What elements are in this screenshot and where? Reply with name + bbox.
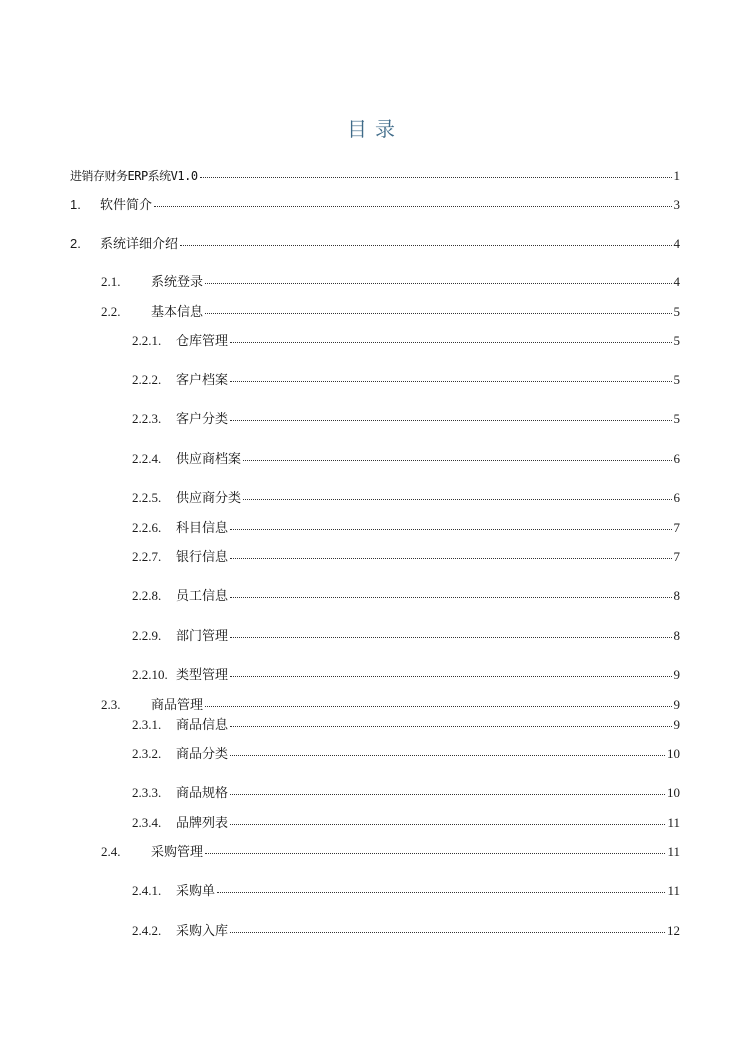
toc-entry-number: 2.2.2. bbox=[132, 372, 162, 387]
dot-leader bbox=[154, 193, 671, 207]
toc-entry-number: 2.2.3. bbox=[132, 411, 162, 426]
dot-leader bbox=[230, 516, 671, 530]
toc-entry-number: 2.2.6. bbox=[132, 520, 162, 535]
toc-page-number: 5 bbox=[673, 304, 680, 319]
dot-leader bbox=[230, 545, 671, 559]
toc-entry-number: 2.2.10. bbox=[132, 667, 168, 682]
toc-entry-number: 2.2. bbox=[101, 304, 121, 319]
toc-entry-number: 2.2.9. bbox=[132, 628, 162, 643]
toc-page-number: 6 bbox=[673, 490, 680, 505]
toc-entry-number: 2.3.2. bbox=[132, 746, 162, 761]
toc-entry-title[interactable]: 品牌列表 bbox=[176, 816, 229, 831]
toc-entry-title[interactable]: 科目信息 bbox=[176, 521, 229, 536]
dot-leader bbox=[230, 811, 665, 825]
toc-entry[interactable] bbox=[70, 234, 680, 254]
toc-page-number: 11 bbox=[667, 815, 680, 830]
toc-entry-title[interactable]: 系统详细介绍 bbox=[100, 237, 179, 252]
dot-leader bbox=[230, 663, 671, 677]
toc-entry[interactable] bbox=[101, 272, 680, 292]
toc-page-number: 7 bbox=[673, 549, 680, 564]
toc-entry[interactable] bbox=[132, 586, 680, 606]
toc-entry[interactable] bbox=[132, 665, 680, 685]
toc-entry-title[interactable]: 银行信息 bbox=[176, 550, 229, 565]
toc-entry-title[interactable]: 商品规格 bbox=[176, 786, 229, 801]
toc-page-number: 10 bbox=[667, 746, 680, 761]
dot-leader bbox=[230, 584, 671, 598]
toc-entry-title[interactable]: 采购管理 bbox=[151, 845, 204, 860]
toc-entry-title[interactable]: 采购入库 bbox=[176, 924, 229, 939]
toc-entry-number: 2.2.4. bbox=[132, 451, 162, 466]
toc-entry[interactable] bbox=[132, 449, 680, 469]
toc-entry-number: 2.3.4. bbox=[132, 815, 162, 830]
toc-page-number: 9 bbox=[673, 697, 680, 712]
toc-page-number: 6 bbox=[673, 451, 680, 466]
dot-leader bbox=[205, 840, 665, 854]
toc-page-number: 8 bbox=[673, 628, 680, 643]
toc-entry-number: 2.3.1. bbox=[132, 717, 162, 732]
dot-leader bbox=[205, 300, 671, 314]
toc-entry-number: 2.4.1. bbox=[132, 883, 162, 898]
toc-entry[interactable] bbox=[132, 813, 680, 833]
dot-leader bbox=[180, 232, 671, 246]
toc-entry-number: 2.4. bbox=[101, 844, 121, 859]
toc-entry-title[interactable]: 进销存财务ERP系统V1.0 bbox=[70, 169, 198, 183]
dot-leader bbox=[243, 447, 671, 461]
toc-entry-title[interactable]: 员工信息 bbox=[176, 589, 229, 604]
toc-entry[interactable] bbox=[101, 302, 680, 322]
dot-leader bbox=[230, 624, 671, 638]
toc-page-number: 8 bbox=[673, 588, 680, 603]
toc-page-number: 4 bbox=[673, 274, 680, 289]
toc-entry[interactable] bbox=[132, 409, 680, 429]
dot-leader bbox=[217, 879, 665, 893]
toc-entry[interactable] bbox=[132, 881, 680, 901]
toc-entry-number: 2.3.3. bbox=[132, 785, 162, 800]
toc-page-number: 10 bbox=[667, 785, 680, 800]
dot-leader bbox=[230, 919, 665, 933]
toc-entry-title[interactable]: 采购单 bbox=[176, 884, 216, 899]
toc-entry[interactable] bbox=[132, 715, 680, 735]
toc-page-number: 11 bbox=[667, 883, 680, 898]
toc-entry[interactable] bbox=[132, 518, 680, 538]
toc-page-number: 11 bbox=[667, 844, 680, 859]
toc-page-number: 7 bbox=[673, 520, 680, 535]
toc-entry-number: 2.2.1. bbox=[132, 333, 162, 348]
dot-leader bbox=[230, 407, 671, 421]
toc-entry-title[interactable]: 类型管理 bbox=[176, 668, 229, 683]
toc-page-number: 9 bbox=[673, 717, 680, 732]
toc-entry[interactable] bbox=[132, 783, 680, 803]
toc-entry-number: 2. bbox=[70, 236, 81, 251]
toc-entry-title[interactable]: 商品管理 bbox=[151, 698, 204, 713]
page-title: 目录 bbox=[347, 117, 403, 141]
toc-entry-title[interactable]: 客户档案 bbox=[176, 373, 229, 388]
dot-leader bbox=[205, 270, 671, 284]
dot-leader bbox=[230, 742, 665, 756]
dot-leader bbox=[243, 486, 671, 500]
toc-entry-title[interactable]: 供应商分类 bbox=[176, 491, 242, 506]
toc-entry[interactable] bbox=[101, 695, 680, 715]
toc-page-number: 5 bbox=[673, 372, 680, 387]
toc-entry-number: 2.1. bbox=[101, 274, 121, 289]
dot-leader bbox=[205, 693, 671, 707]
toc-entry[interactable] bbox=[132, 331, 680, 351]
toc-entry-title[interactable]: 软件简介 bbox=[100, 198, 153, 213]
toc-entry[interactable] bbox=[132, 370, 680, 390]
dot-leader bbox=[230, 368, 671, 382]
toc-entry[interactable] bbox=[101, 842, 680, 862]
dot-leader bbox=[230, 781, 665, 795]
toc-entry-title[interactable]: 系统登录 bbox=[151, 275, 204, 290]
toc-entry[interactable] bbox=[132, 626, 680, 646]
toc-entry-title[interactable]: 基本信息 bbox=[151, 305, 204, 320]
toc-entry[interactable] bbox=[70, 166, 680, 186]
toc-page-number: 1 bbox=[673, 168, 680, 183]
toc-entry-title[interactable]: 供应商档案 bbox=[176, 452, 242, 467]
toc-entry-title[interactable]: 商品分类 bbox=[176, 747, 229, 762]
toc-entry[interactable] bbox=[132, 488, 680, 508]
toc-entry-title[interactable]: 商品信息 bbox=[176, 718, 229, 733]
toc-entry-number: 1. bbox=[70, 197, 81, 212]
toc-entry[interactable] bbox=[132, 744, 680, 764]
toc-entry-number: 2.2.8. bbox=[132, 588, 162, 603]
toc-entry-number: 2.2.5. bbox=[132, 490, 162, 505]
toc-page-number: 5 bbox=[673, 333, 680, 348]
toc-entry[interactable] bbox=[132, 921, 680, 941]
toc-entry-title[interactable]: 客户分类 bbox=[176, 412, 229, 427]
toc-entry-title[interactable]: 仓库管理 bbox=[176, 334, 229, 349]
toc-page-number: 5 bbox=[673, 411, 680, 426]
toc-page-number: 3 bbox=[673, 197, 680, 212]
toc-entry[interactable] bbox=[70, 195, 680, 215]
toc-entry-number: 2.2.7. bbox=[132, 549, 162, 564]
toc-entry-title[interactable]: 部门管理 bbox=[176, 629, 229, 644]
toc-entry-number: 2.3. bbox=[101, 697, 121, 712]
toc-entry-number: 2.4.2. bbox=[132, 923, 162, 938]
dot-leader bbox=[230, 713, 671, 727]
toc-page-number: 9 bbox=[673, 667, 680, 682]
toc-entry[interactable] bbox=[132, 547, 680, 567]
dot-leader bbox=[200, 164, 672, 178]
toc-page-number: 4 bbox=[673, 236, 680, 251]
dot-leader bbox=[230, 329, 671, 343]
toc-page-number: 12 bbox=[667, 923, 680, 938]
